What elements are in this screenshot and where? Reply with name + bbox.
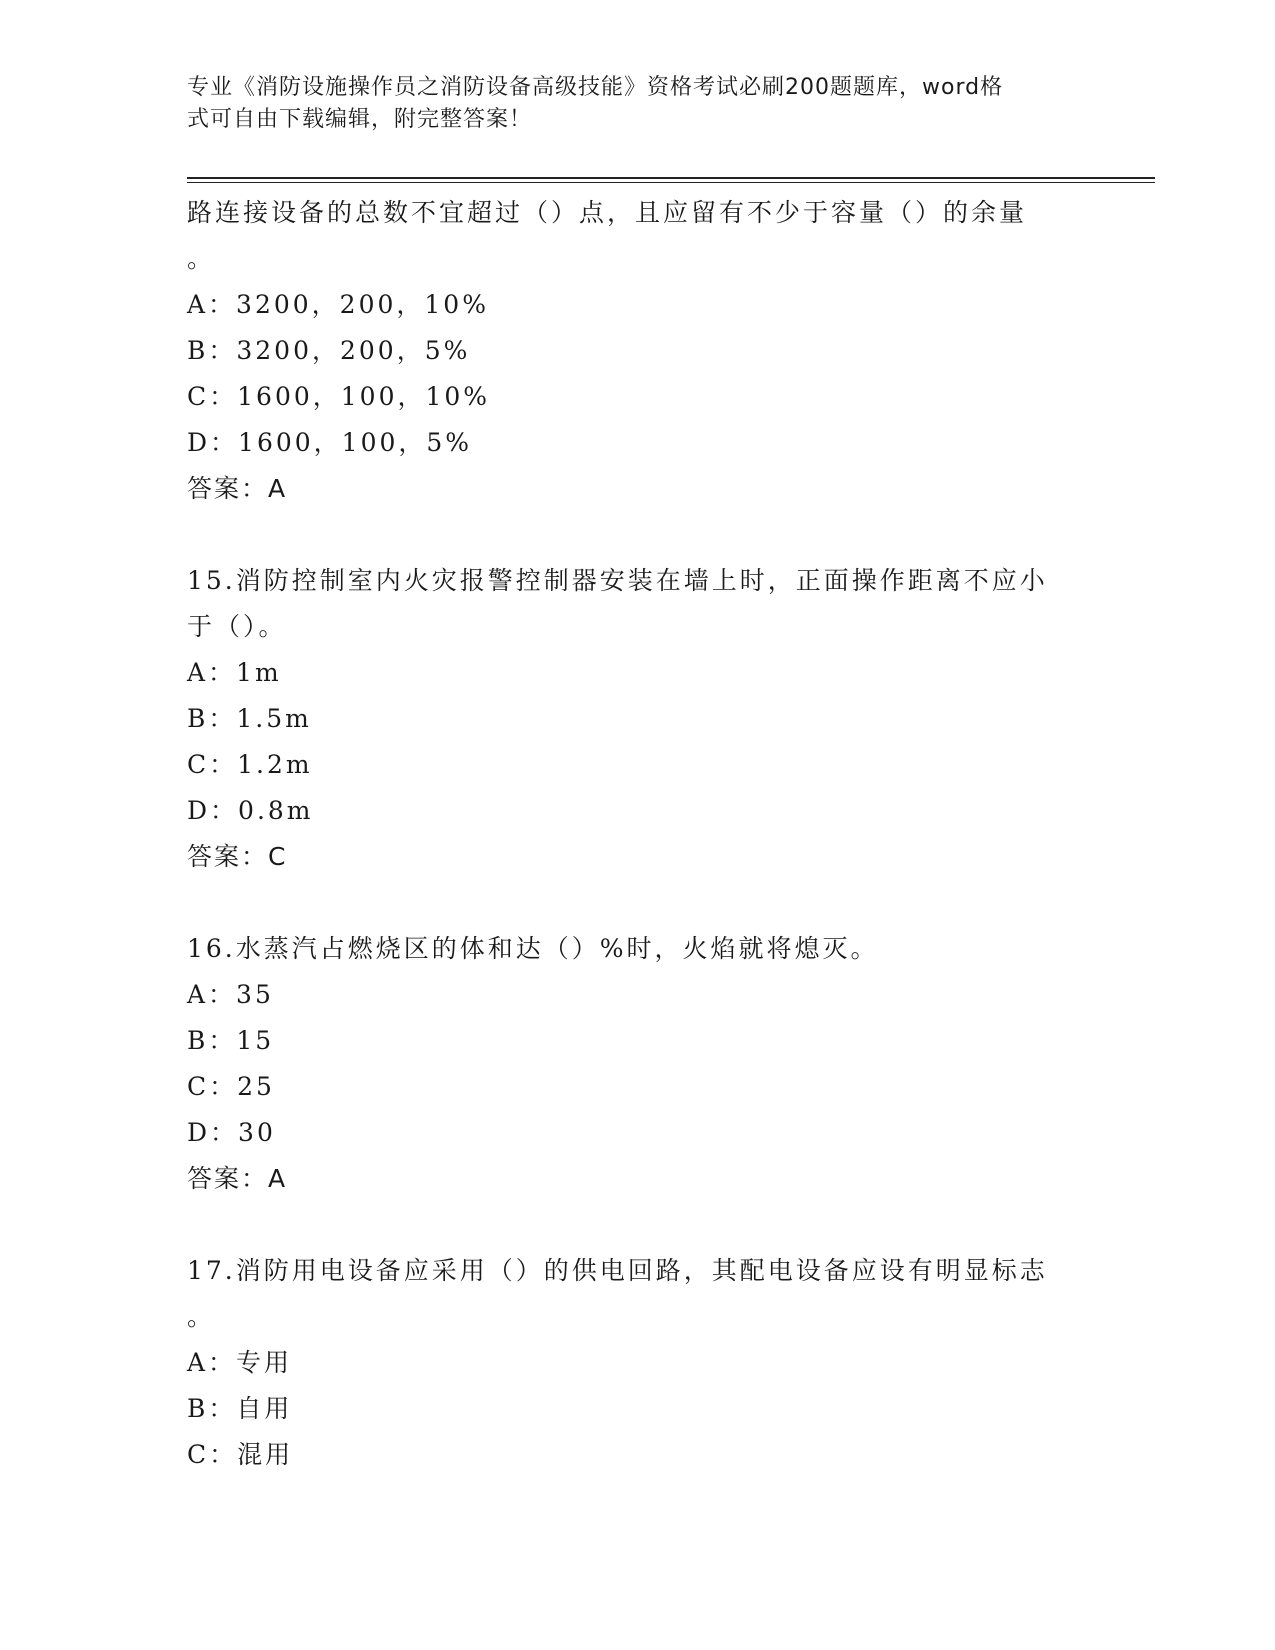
option-b: B：3200，200，5% <box>187 336 471 365</box>
question-text: 15.消防控制室内火灾报警控制器安装在墙上时，正面操作距离不应小 <box>187 566 1048 595</box>
header-divider-thick <box>187 177 1155 179</box>
document-header <box>187 72 1067 136</box>
question-list <box>187 190 1087 1478</box>
question-text: 16.水蒸汽占燃烧区的体和达（）%时，火焰就将熄灭。 <box>187 934 879 963</box>
question-14 <box>187 190 1087 512</box>
header-title-line-1: 专业《消防设施操作员之消防设备高级技能》资格考试必刷200题题库，word格 <box>187 75 1004 100</box>
spacer <box>187 880 1087 926</box>
option-d: D：1600，100，5% <box>187 428 473 457</box>
option-c: C：25 <box>187 1072 275 1101</box>
option-c: C：1600，100，10% <box>187 382 491 411</box>
option-d: D：30 <box>187 1118 276 1147</box>
header-title-line-2: 式可自由下载编辑，附完整答案！ <box>187 107 533 132</box>
option-a: A：3200，200，10% <box>187 290 489 319</box>
option-c: C：1.2m <box>187 750 313 779</box>
option-b: B：自用 <box>187 1394 293 1423</box>
option-d: D：0.8m <box>187 796 314 825</box>
question-text: 路连接设备的总数不宜超过（）点，且应留有不少于容量（）的余量 <box>187 198 1028 227</box>
spacer <box>187 1202 1087 1248</box>
question-15 <box>187 558 1087 880</box>
spacer <box>187 512 1087 558</box>
option-a: A：35 <box>187 980 274 1009</box>
question-text-continued: 。 <box>187 1302 216 1331</box>
question-17 <box>187 1248 1087 1478</box>
option-a: A：专用 <box>187 1348 293 1377</box>
option-a: A：1m <box>187 658 282 687</box>
answer-line: 答案：C <box>187 842 288 871</box>
question-text: 17.消防用电设备应采用（）的供电回路，其配电设备应设有明显标志 <box>187 1256 1048 1285</box>
header-divider-thin <box>187 182 1155 183</box>
option-c: C：混用 <box>187 1440 294 1469</box>
answer-line: 答案：A <box>187 1164 288 1193</box>
question-text-continued: 于（）。 <box>187 612 287 641</box>
option-b: B：1.5m <box>187 704 312 733</box>
question-16 <box>187 926 1087 1202</box>
answer-line: 答案：A <box>187 474 288 503</box>
option-b: B：15 <box>187 1026 275 1055</box>
question-text-continued: 。 <box>187 244 216 273</box>
